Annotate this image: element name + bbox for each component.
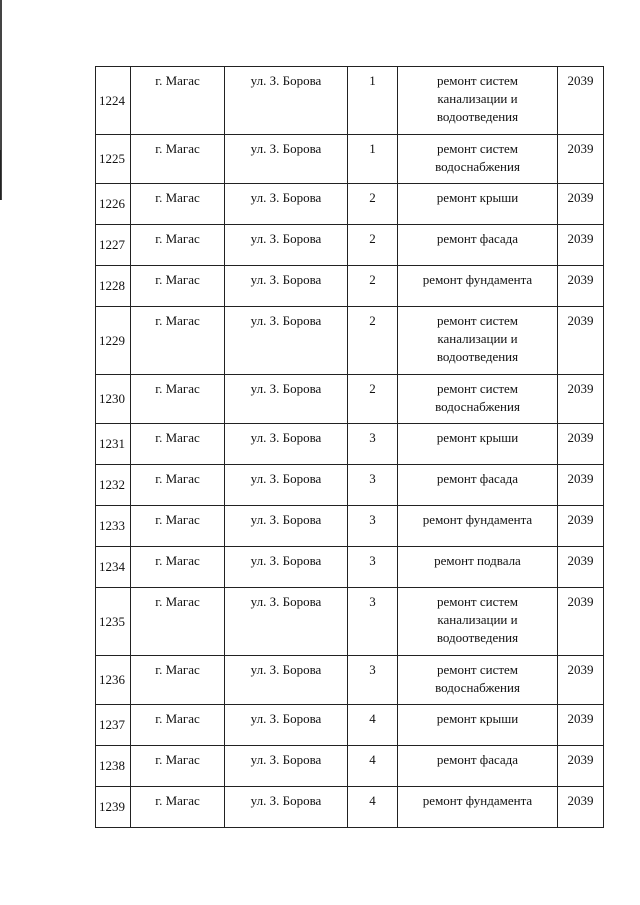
city-cell: г. Магас: [131, 656, 225, 705]
city-cell: г. Магас: [131, 465, 225, 506]
scan-page-edge-mark: [0, 150, 1, 200]
house-number-cell: 3: [348, 547, 398, 588]
repair-type-cell: ремонт систем канализации и водоотведения: [398, 588, 558, 656]
table-row: [96, 375, 604, 424]
table-row: [96, 266, 604, 307]
repair-type-cell: ремонт систем водоснабжения: [398, 135, 558, 184]
street-cell: ул. З. Борова: [225, 424, 348, 465]
street-cell: ул. З. Борова: [225, 135, 348, 184]
row-number: 1227: [96, 225, 131, 266]
repair-type-cell: ремонт крыши: [398, 705, 558, 746]
year-cell: 2039: [558, 588, 604, 656]
repair-type-cell: ремонт систем водоснабжения: [398, 656, 558, 705]
row-number: 1238: [96, 746, 131, 787]
table-row: [96, 465, 604, 506]
street-cell: ул. З. Борова: [225, 184, 348, 225]
year-cell: 2039: [558, 547, 604, 588]
house-number-cell: 3: [348, 465, 398, 506]
house-number-cell: 4: [348, 705, 398, 746]
table-row: [96, 135, 604, 184]
year-cell: 2039: [558, 656, 604, 705]
city-cell: г. Магас: [131, 506, 225, 547]
year-cell: 2039: [558, 506, 604, 547]
city-cell: г. Магас: [131, 307, 225, 375]
house-number-cell: 2: [348, 184, 398, 225]
city-cell: г. Магас: [131, 705, 225, 746]
house-number-cell: 3: [348, 656, 398, 705]
house-number-cell: 1: [348, 135, 398, 184]
house-number-cell: 2: [348, 375, 398, 424]
repair-schedule-body: [96, 67, 604, 828]
street-cell: ул. З. Борова: [225, 746, 348, 787]
street-cell: ул. З. Борова: [225, 506, 348, 547]
street-cell: ул. З. Борова: [225, 225, 348, 266]
table-row: [96, 424, 604, 465]
year-cell: 2039: [558, 307, 604, 375]
row-number: 1228: [96, 266, 131, 307]
year-cell: 2039: [558, 184, 604, 225]
year-cell: 2039: [558, 135, 604, 184]
repair-type-cell: ремонт систем канализации и водоотведения: [398, 307, 558, 375]
year-cell: 2039: [558, 67, 604, 135]
year-cell: 2039: [558, 375, 604, 424]
city-cell: г. Магас: [131, 225, 225, 266]
repair-type-cell: ремонт фундамента: [398, 266, 558, 307]
city-cell: г. Магас: [131, 375, 225, 424]
repair-type-cell: ремонт крыши: [398, 424, 558, 465]
repair-type-cell: ремонт фундамента: [398, 787, 558, 828]
year-cell: 2039: [558, 787, 604, 828]
street-cell: ул. З. Борова: [225, 266, 348, 307]
house-number-cell: 4: [348, 746, 398, 787]
year-cell: 2039: [558, 705, 604, 746]
city-cell: г. Магас: [131, 424, 225, 465]
table-row: [96, 225, 604, 266]
house-number-cell: 3: [348, 424, 398, 465]
table-row: [96, 588, 604, 656]
street-cell: ул. З. Борова: [225, 465, 348, 506]
city-cell: г. Магас: [131, 67, 225, 135]
row-number: 1236: [96, 656, 131, 705]
repair-type-cell: ремонт фасада: [398, 746, 558, 787]
table-row: [96, 787, 604, 828]
city-cell: г. Магас: [131, 135, 225, 184]
table-row: [96, 506, 604, 547]
repair-type-cell: ремонт фасада: [398, 225, 558, 266]
city-cell: г. Магас: [131, 746, 225, 787]
year-cell: 2039: [558, 746, 604, 787]
city-cell: г. Магас: [131, 588, 225, 656]
house-number-cell: 2: [348, 266, 398, 307]
row-number: 1224: [96, 67, 131, 135]
row-number: 1234: [96, 547, 131, 588]
repair-type-cell: ремонт систем водоснабжения: [398, 375, 558, 424]
year-cell: 2039: [558, 266, 604, 307]
city-cell: г. Магас: [131, 787, 225, 828]
year-cell: 2039: [558, 424, 604, 465]
house-number-cell: 4: [348, 787, 398, 828]
repair-type-cell: ремонт крыши: [398, 184, 558, 225]
row-number: 1233: [96, 506, 131, 547]
table-row: [96, 547, 604, 588]
table-row: [96, 705, 604, 746]
table-row: [96, 307, 604, 375]
repair-type-cell: ремонт подвала: [398, 547, 558, 588]
street-cell: ул. З. Борова: [225, 705, 348, 746]
street-cell: ул. З. Борова: [225, 375, 348, 424]
row-number: 1229: [96, 307, 131, 375]
city-cell: г. Магас: [131, 184, 225, 225]
repair-schedule-table: [95, 66, 604, 828]
house-number-cell: 1: [348, 67, 398, 135]
house-number-cell: 3: [348, 588, 398, 656]
row-number: 1226: [96, 184, 131, 225]
year-cell: 2039: [558, 225, 604, 266]
repair-type-cell: ремонт систем канализации и водоотведения: [398, 67, 558, 135]
row-number: 1225: [96, 135, 131, 184]
repair-type-cell: ремонт фасада: [398, 465, 558, 506]
year-cell: 2039: [558, 465, 604, 506]
row-number: 1231: [96, 424, 131, 465]
row-number: 1232: [96, 465, 131, 506]
city-cell: г. Магас: [131, 266, 225, 307]
street-cell: ул. З. Борова: [225, 787, 348, 828]
street-cell: ул. З. Борова: [225, 67, 348, 135]
repair-type-cell: ремонт фундамента: [398, 506, 558, 547]
street-cell: ул. З. Борова: [225, 656, 348, 705]
street-cell: ул. З. Борова: [225, 307, 348, 375]
house-number-cell: 3: [348, 506, 398, 547]
row-number: 1239: [96, 787, 131, 828]
row-number: 1235: [96, 588, 131, 656]
street-cell: ул. З. Борова: [225, 588, 348, 656]
row-number: 1237: [96, 705, 131, 746]
city-cell: г. Магас: [131, 547, 225, 588]
house-number-cell: 2: [348, 225, 398, 266]
table-row: [96, 184, 604, 225]
table-row: [96, 656, 604, 705]
table-row: [96, 746, 604, 787]
table-row: [96, 67, 604, 135]
street-cell: ул. З. Борова: [225, 547, 348, 588]
row-number: 1230: [96, 375, 131, 424]
house-number-cell: 2: [348, 307, 398, 375]
